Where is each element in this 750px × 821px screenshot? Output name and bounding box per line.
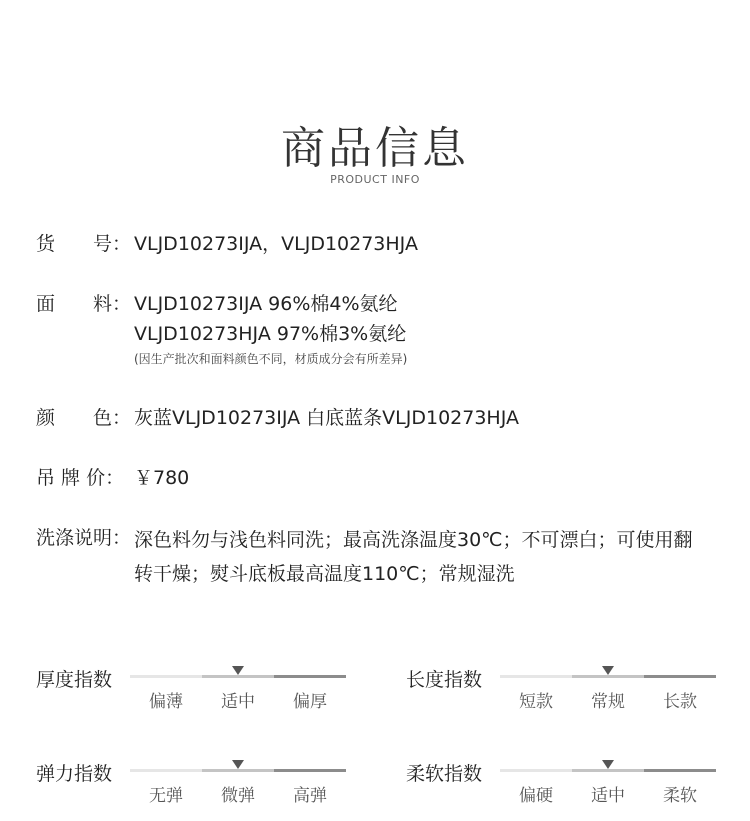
length-option-2: 常规 (591, 692, 625, 712)
elasticity-option-2: 微弹 (221, 786, 255, 806)
elasticity-selected-marker-icon (232, 760, 244, 769)
wash-line-1: 深色料勿与浅色料同洗；最高洗涤温度30℃；不可漂白；可使用翻 (134, 529, 693, 551)
price-value: ￥780 (134, 467, 190, 489)
softness-index-title: 柔软指数 (406, 763, 483, 785)
softness-selected-marker-icon (602, 760, 614, 769)
scale-segment-mid (572, 675, 644, 678)
thickness-scale (130, 675, 346, 725)
scale-segment-low (130, 769, 202, 772)
scale-segment-low (500, 675, 572, 678)
scale-segment-low (500, 769, 572, 772)
thickness-index (36, 667, 381, 727)
scale-segment-high (274, 675, 346, 678)
page-title: 商品信息 (281, 123, 469, 174)
fabric-line-2: VLJD10273HJA 97%棉3%氨纶 (134, 323, 407, 345)
page-subtitle: PRODUCT INFO (330, 173, 420, 186)
thickness-option-3: 偏厚 (293, 692, 327, 712)
softness-option-1: 偏硬 (519, 786, 553, 806)
scale-segment-high (644, 769, 716, 772)
scale-segment-mid (202, 769, 274, 772)
elasticity-option-1: 无弹 (149, 786, 183, 806)
length-index-title: 长度指数 (406, 669, 483, 691)
fabric-label: 面 料： (36, 293, 132, 315)
softness-scale (500, 769, 716, 819)
item-number-value: VLJD10273IJA，VLJD10273HJA (134, 233, 418, 255)
price-label: 吊 牌 价： (36, 467, 125, 489)
scale-segment-high (274, 769, 346, 772)
thickness-index-title: 厚度指数 (36, 669, 113, 691)
elasticity-index (36, 761, 381, 821)
wash-values (134, 523, 734, 591)
thickness-selected-marker-icon (232, 666, 244, 675)
wash-label: 洗涤说明： (36, 527, 132, 549)
elasticity-option-3: 高弹 (293, 786, 327, 806)
fabric-line-1: VLJD10273IJA 96%棉4%氨纶 (134, 293, 398, 315)
color-value: 灰蓝VLJD10273IJA 白底蓝条VLJD10273HJA (134, 407, 519, 429)
item-number-label: 货 号： (36, 233, 132, 255)
scale-segment-mid (202, 675, 274, 678)
fabric-values (134, 289, 724, 369)
scale-segment-mid (572, 769, 644, 772)
softness-option-2: 适中 (591, 786, 625, 806)
thickness-option-1: 偏薄 (149, 692, 183, 712)
length-index (406, 667, 750, 727)
thickness-option-2: 适中 (221, 692, 255, 712)
elasticity-index-title: 弹力指数 (36, 763, 113, 785)
length-selected-marker-icon (602, 666, 614, 675)
wash-line-2: 转干燥；熨斗底板最高温度110℃；常规湿洗 (134, 563, 515, 585)
fabric-note: (因生产批次和面料颜色不同，材质成分会有所差异) (134, 352, 408, 366)
elasticity-scale (130, 769, 346, 819)
length-scale (500, 675, 716, 725)
scale-segment-high (644, 675, 716, 678)
length-option-1: 短款 (519, 692, 553, 712)
softness-option-3: 柔软 (663, 786, 697, 806)
scale-segment-low (130, 675, 202, 678)
color-label: 颜 色： (36, 407, 132, 429)
length-option-3: 长款 (663, 692, 697, 712)
softness-index (406, 761, 750, 821)
